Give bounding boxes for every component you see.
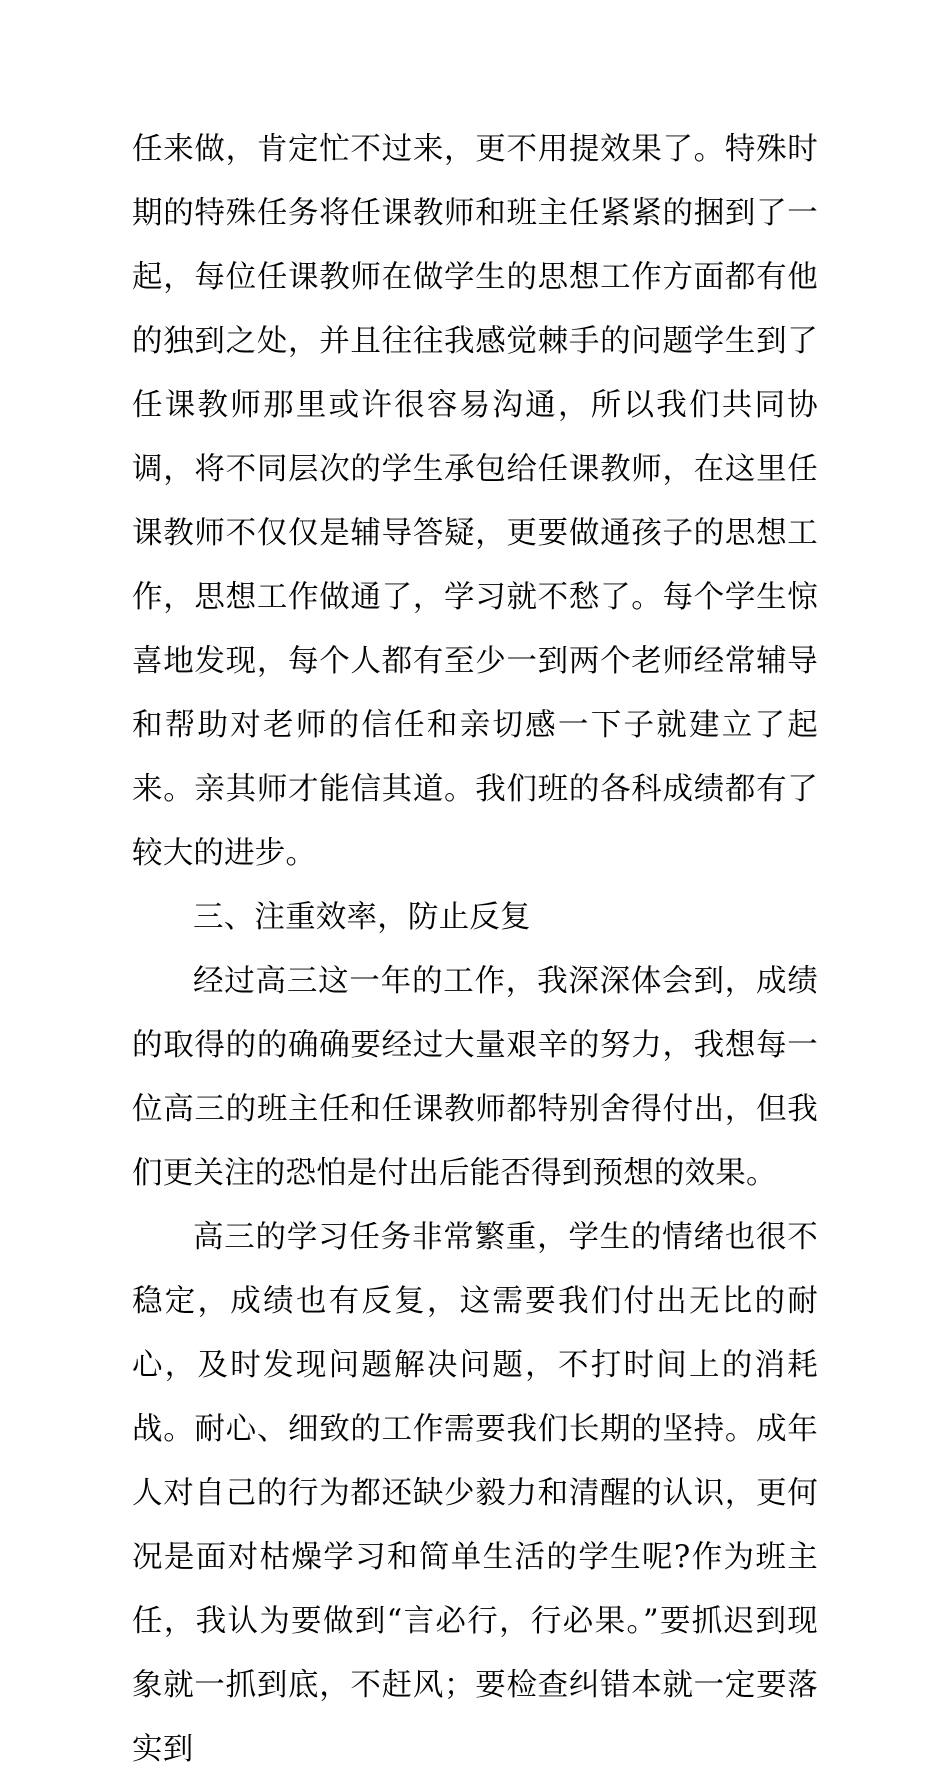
paragraph-body-3: 高三的学习任务非常繁重，学生的情绪也很不稳定，成绩也有反复，这需要我们付出无比的耐心，及时发现问题解决问题，不打时间上的消耗战。耐心、细致的工作需要我们长期的坚持。成年人对自己的行为都还缺少毅力和清醒的认识，更何况是面对枯燥学习和简单生活的学生呢?作为班主任，我认为要做到“言必行，行必果。”要抓迟到现象就一抓到底，不赶风；要检查纠错本就一定要落实到 [132, 1220, 818, 1767]
section-heading-3: 三、注重效率，防止反复 [193, 900, 531, 935]
paragraph-body-1: 任来做，肯定忙不过来，更不用提效果了。特殊时期的特殊任务将任课教师和班主任紧紧的捆到了一起，每位任课教师在做学生的思想工作方面都有他的独到之处，并且往往我感觉棘手的问题学生到了任课教师那里或许很容易沟通，所以我们共同协调，将不同层次的学生承包给任课教师，在这里任课教师不仅仅是辅导答疑，更要做通孩子的思想工作，思想工作做通了，学习就不愁了。每个学生惊喜地发现，每个人都有至少一到两个老师经常辅导和帮助对老师的信任和亲切感一下子就建立了起来。亲其师才能信其道。我们班的各科成绩都有了较大的进步。 [132, 132, 818, 871]
paragraph-body-2: 经过高三这一年的工作，我深深体会到，成绩的取得的的确确要经过大量艰辛的努力，我想每一位高三的班主任和任课教师都特别舍得付出，但我们更关注的恐怕是付出后能否得到预想的效果。 [132, 964, 818, 1191]
document-body [132, 118, 818, 1782]
